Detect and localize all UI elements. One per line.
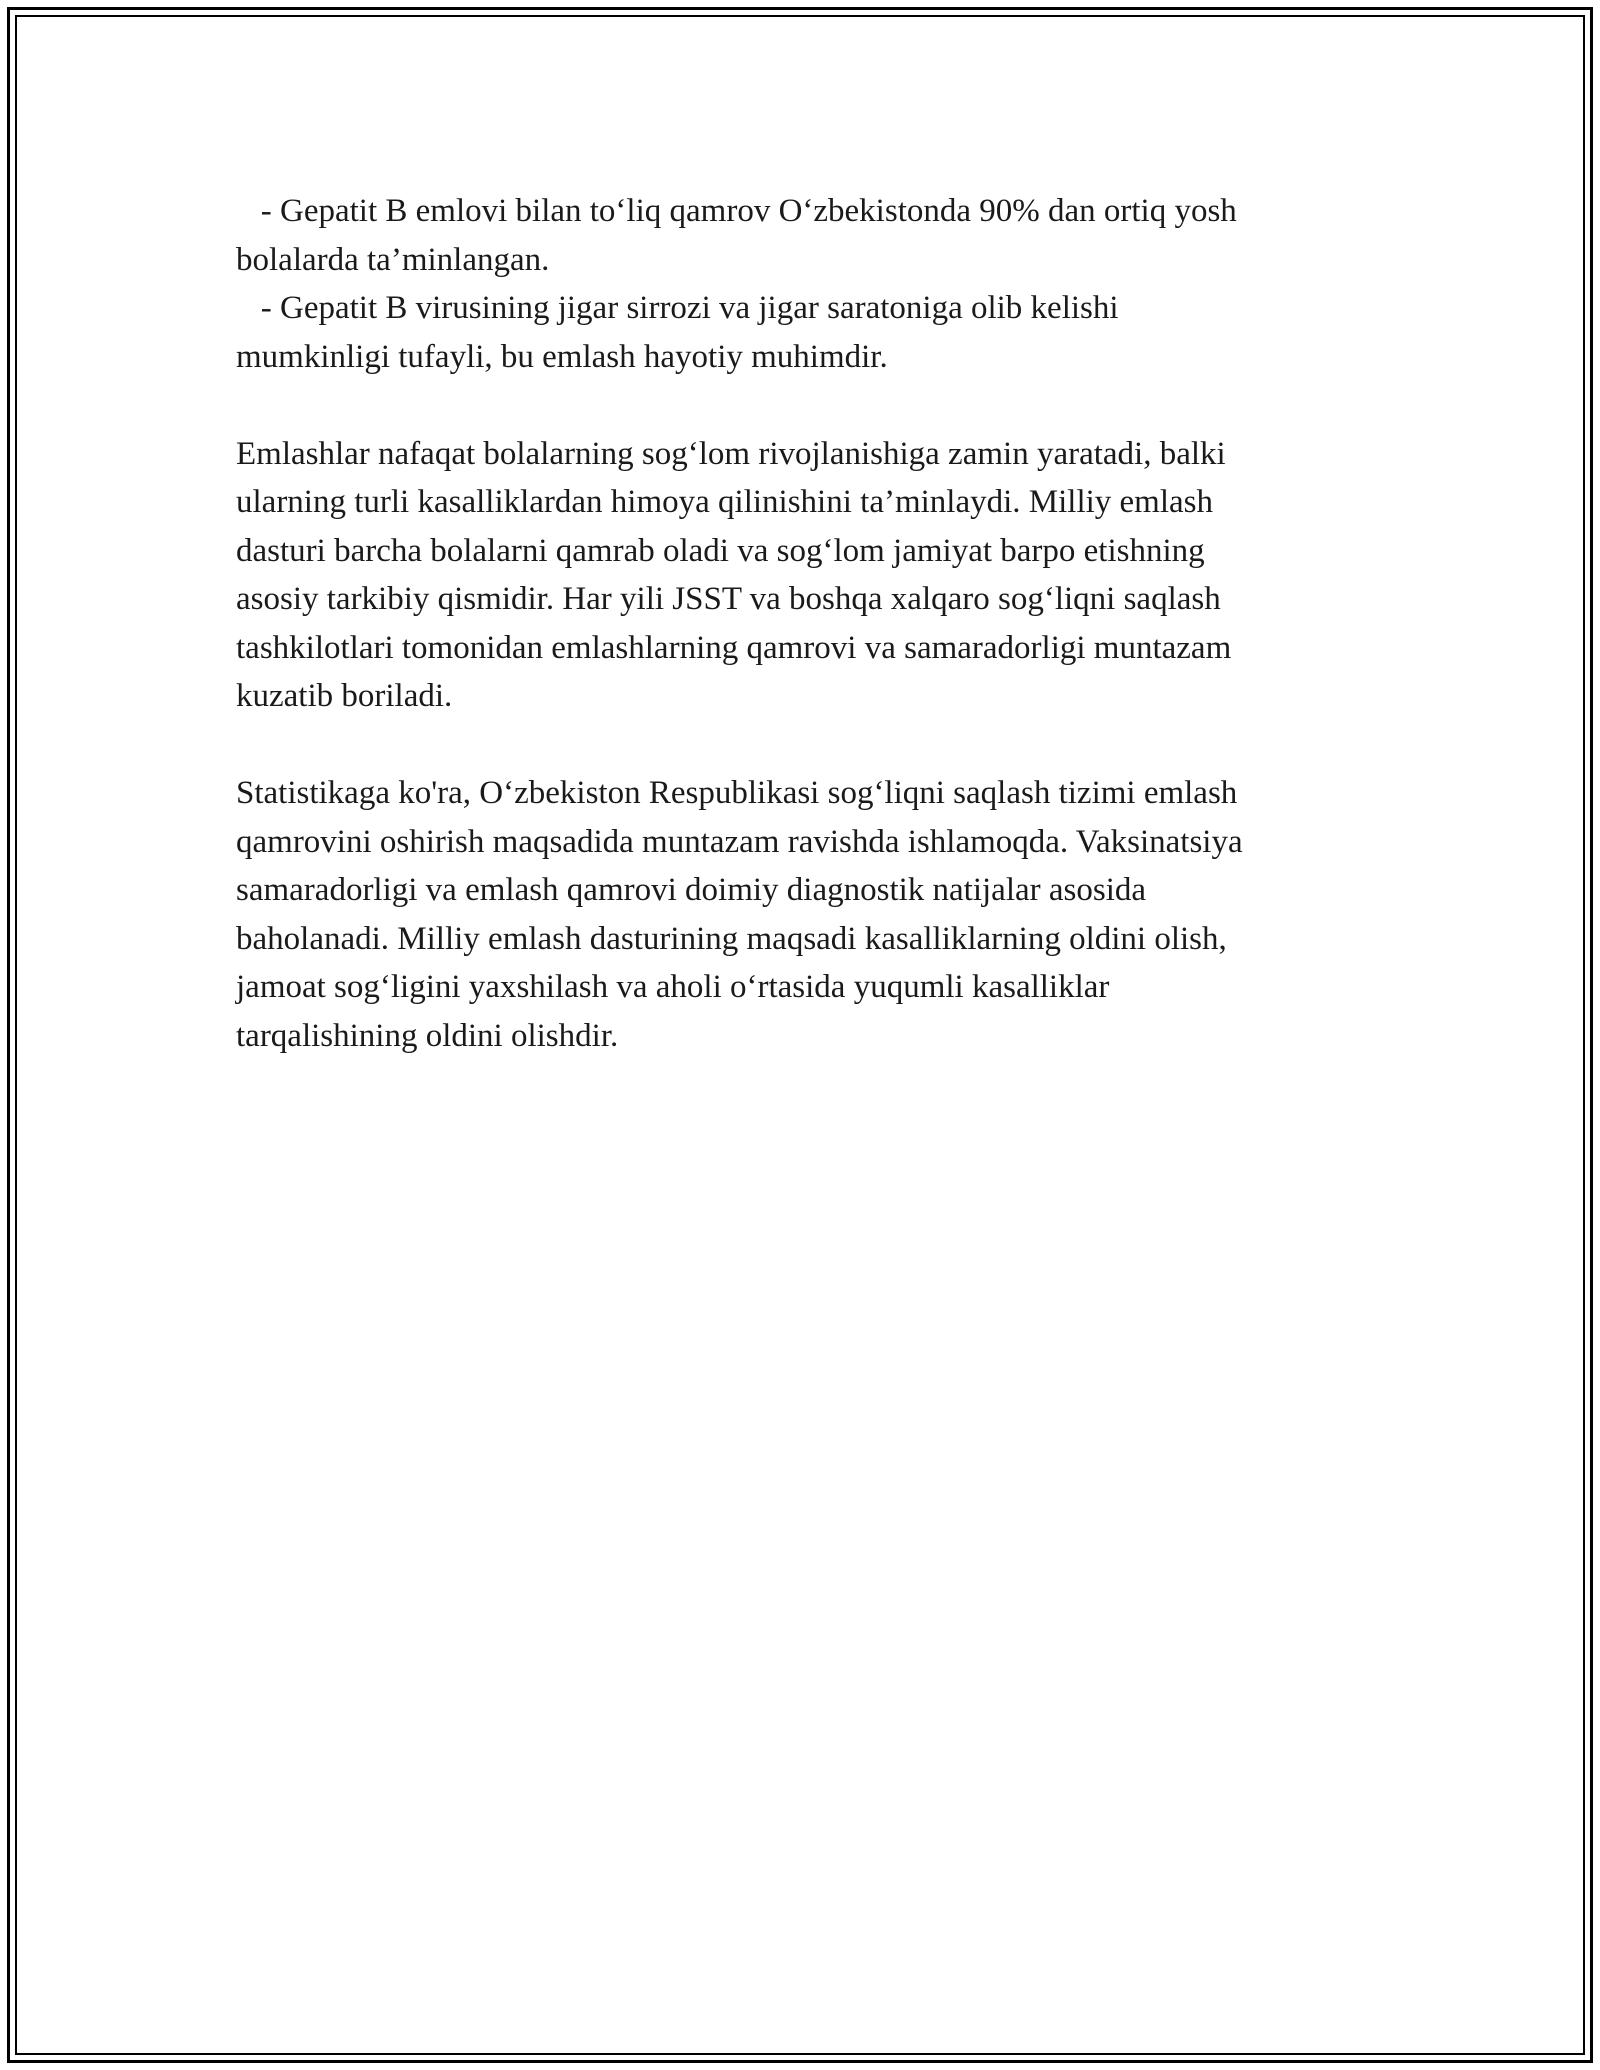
paragraph-line: jamoat sog‘ligini yaxshilash va aholi o‘rtasida yuqumli kasalliklar xyxy=(236,969,1110,1005)
document-body xyxy=(236,187,1396,1109)
paragraph-line: Emlashlar nafaqat bolalarning sog‘lom rivojlanishiga zamin yaratadi, balki xyxy=(236,435,1226,472)
hepatitis-b-list xyxy=(236,187,1396,381)
paragraph-line: tashkilotlari tomonidan emlashlarning qamrovi va samaradorligi muntazam xyxy=(236,629,1232,666)
paragraph-line: dasturi barcha bolalarni qamrab oladi va sog‘lom jamiyat barpo etishning xyxy=(236,532,1205,569)
paragraph-line: tarqalishining oldini olishdir. xyxy=(236,1017,619,1054)
list-line: mumkinligi tufayli, bu emlash hayotiy muhimdir. xyxy=(236,338,888,375)
paragraph-line: ularning turli kasalliklardan himoya qilinishini ta’minlaydi. Milliy emlash xyxy=(236,484,1214,520)
paragraph-line: kuzatib boriladi. xyxy=(236,678,453,714)
list-line: - Gepatit B emlovi bilan to‘liq qamrov O‘zbekistonda 90% dan ortiq yosh xyxy=(236,193,1237,229)
paragraph-line: baholanadi. Milliy emlash dasturining maqsadi kasalliklarning oldini olish, xyxy=(236,920,1227,957)
paragraph-statistics xyxy=(236,769,1396,1060)
paragraph-line: qamrovini oshirish maqsadida muntazam ravishda ishlamoqda. Vaksinatsiya xyxy=(236,823,1243,860)
paragraph-vaccination-importance xyxy=(236,430,1396,721)
paragraph-line: asosiy tarkibiy qismidir. Har yili JSST va boshqa xalqaro sog‘liqni saqlash xyxy=(236,581,1221,617)
list-line: bolalarda ta’minlangan. xyxy=(236,241,550,278)
paragraph-line: samaradorligi va emlash qamrovi doimiy diagnostik natijalar asosida xyxy=(236,872,1147,908)
paragraph-line: Statistikaga ko'ra, O‘zbekiston Respublikasi sog‘liqni saqlash tizimi emlash xyxy=(236,775,1238,811)
list-line: - Gepatit B virusining jigar sirrozi va jigar saratoniga olib kelishi xyxy=(236,290,1119,326)
